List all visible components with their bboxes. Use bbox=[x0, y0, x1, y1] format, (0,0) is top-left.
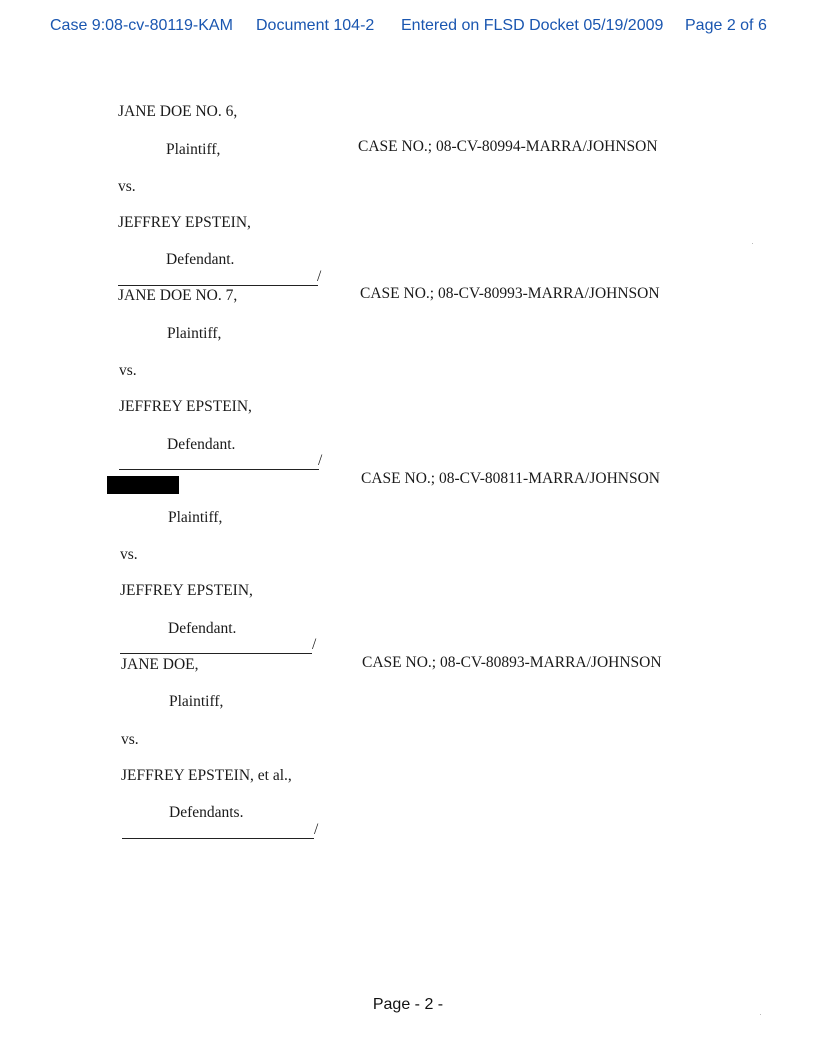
caption-signature-line bbox=[118, 285, 318, 286]
page-footer: Page - 2 - bbox=[372, 996, 444, 1013]
defendant-role: Defendants. bbox=[169, 804, 244, 821]
header-page-count: Page 2 of 6 bbox=[685, 17, 767, 34]
defendant-name: JEFFREY EPSTEIN, bbox=[120, 582, 253, 599]
caption-signature-line bbox=[122, 838, 314, 839]
case-number: CASE NO.; 08-CV-80893-MARRA/JOHNSON bbox=[362, 654, 662, 671]
header-docket-entry: Entered on FLSD Docket 05/19/2009 bbox=[401, 17, 664, 34]
defendant-role: Defendant. bbox=[168, 620, 237, 637]
defendant-name: JEFFREY EPSTEIN, bbox=[119, 398, 252, 415]
redaction-block bbox=[107, 476, 179, 494]
versus-label: vs. bbox=[120, 546, 138, 563]
header-document-number: Document 104-2 bbox=[256, 17, 375, 34]
caption-end-mark: / bbox=[318, 452, 323, 469]
versus-label: vs. bbox=[121, 731, 139, 748]
caption-end-mark: / bbox=[317, 268, 322, 285]
versus-label: vs. bbox=[118, 178, 136, 195]
header-case-number: Case 9:08-cv-80119-KAM bbox=[50, 17, 233, 34]
plaintiff-name: JANE DOE NO. 7, bbox=[118, 287, 238, 304]
docket-header bbox=[0, 17, 816, 39]
case-number: CASE NO.; 08-CV-80993-MARRA/JOHNSON bbox=[360, 285, 660, 302]
scan-speck bbox=[760, 1014, 761, 1015]
caption-signature-line bbox=[120, 653, 312, 654]
caption-end-mark: / bbox=[314, 821, 319, 838]
defendant-role: Defendant. bbox=[167, 436, 236, 453]
caption-signature-line bbox=[119, 469, 319, 470]
plaintiff-role: Plaintiff, bbox=[168, 509, 223, 526]
defendant-name: JEFFREY EPSTEIN, bbox=[118, 214, 251, 231]
plaintiff-role: Plaintiff, bbox=[167, 325, 222, 342]
versus-label: vs. bbox=[119, 362, 137, 379]
defendant-name: JEFFREY EPSTEIN, et al., bbox=[121, 767, 292, 784]
plaintiff-name: JANE DOE NO. 6, bbox=[118, 103, 238, 120]
plaintiff-role: Plaintiff, bbox=[169, 693, 224, 710]
case-number: CASE NO.; 08-CV-80994-MARRA/JOHNSON bbox=[358, 138, 658, 155]
defendant-role: Defendant. bbox=[166, 251, 235, 268]
case-number: CASE NO.; 08-CV-80811-MARRA/JOHNSON bbox=[361, 470, 660, 487]
plaintiff-name: JANE DOE, bbox=[121, 656, 199, 673]
plaintiff-role: Plaintiff, bbox=[166, 141, 221, 158]
scan-speck bbox=[752, 243, 753, 244]
caption-end-mark: / bbox=[312, 636, 317, 653]
